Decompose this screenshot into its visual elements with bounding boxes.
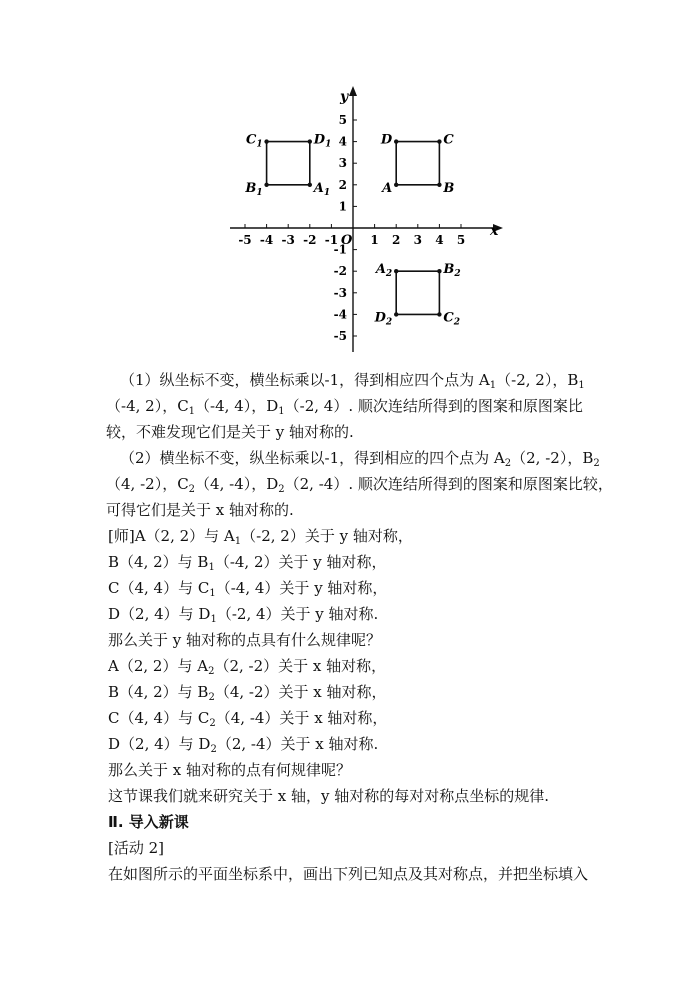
vertex-point <box>437 269 441 273</box>
square-lower-right <box>396 271 439 314</box>
y-tick-label: 1 <box>338 199 347 214</box>
activity-instruction: 在如图所示的平面坐标系中，画出下列已知点及其对称点，并把坐标填入 <box>108 865 589 883</box>
y-tick-label: -2 <box>333 264 347 279</box>
x-tick-label: -3 <box>281 233 295 247</box>
x-tick-label: 5 <box>456 233 466 247</box>
reflection-y-line-4: D（2, 4）与 $D_1(-2$, 4）关于 y 轴对称. <box>108 605 379 625</box>
reflection-x-line-3: C（4, 4）与 $C_2(4$, -4）关于 x 轴对称， <box>108 709 388 729</box>
vertex-label: C <box>443 132 454 148</box>
origin-label: O <box>341 233 353 248</box>
reflection-x-line-2: B（4, 2）与 $B_2(4$, -2）关于 x 轴对称， <box>108 683 387 703</box>
vertex-label: $C_1$ <box>245 132 263 150</box>
lesson-intro: 这节课我们就来研究关于 x 轴，y 轴对称的每对对称点坐标的规律. <box>108 787 550 805</box>
vertex-point <box>308 139 312 143</box>
paragraph-1-line-3: 较，不难发现它们是关于 y 轴对称的. <box>106 423 354 441</box>
vertex-label: $B_1$ <box>245 180 263 198</box>
activity-label: [活动 2] <box>108 839 165 857</box>
section-heading: Ⅱ. 导入新课 <box>108 813 189 831</box>
paragraph-1-line-1: （1）纵坐标不变，横坐标乘以-1，得到相应四个点为 $A_1(-2$, 2），$B_1$ <box>120 371 585 391</box>
question-y-axis: 那么关于 y 轴对称的点具有什么规律呢？ <box>108 631 382 649</box>
paragraph-2-line-1: （2）横坐标不变，纵坐标乘以-1，得到相应的四个点为 $A_2(2$, -2），$B_2$ <box>120 449 600 469</box>
vertex-label: D <box>380 132 393 148</box>
y-tick-label: 4 <box>338 134 347 149</box>
reflection-y-line-2: B（4, 2）与 $B_1(-4$, 2）关于 y 轴对称， <box>108 553 387 573</box>
coordinate-figure <box>225 86 510 361</box>
vertex-point <box>394 312 398 316</box>
vertex-label: $A_1$ <box>313 180 331 198</box>
y-tick-label: -5 <box>333 329 347 343</box>
x-tick-label: -5 <box>238 233 252 247</box>
vertex-point <box>264 139 268 143</box>
paragraph-1-line-2: （-4, 2），$C_1(-4$, 4），$D_1(-2$, 4）. 顺次连结所得到的图案和原图案比 <box>106 397 583 417</box>
question-x-axis: 那么关于 x 轴对称的点有何规律呢？ <box>108 761 351 779</box>
vertex-label: $D_2$ <box>374 310 393 328</box>
x-tick-label: 3 <box>413 233 422 247</box>
square-upper-left <box>267 142 310 185</box>
vertex-point <box>437 312 441 316</box>
vertex-point <box>437 183 441 187</box>
vertex-label: $B_2$ <box>443 262 461 280</box>
x-tick-label: 1 <box>370 233 379 247</box>
vertex-point <box>437 139 441 143</box>
vertex-point <box>394 139 398 143</box>
reflection-y-line-3: C（4, 4）与 $C_1(-4$, 4）关于 y 轴对称， <box>108 579 388 599</box>
reflection-y-line-1: [师]A（2, 2）与 $A_1(-2$, 2）关于 y 轴对称， <box>108 527 413 547</box>
paragraph-2-line-2: （4, -2），$C_2(4$, -4），$D_2(2$, -4）. 顺次连结所得到的图案和原图案比较， <box>106 475 613 495</box>
vertex-point <box>394 183 398 187</box>
x-tick-label: -4 <box>259 233 274 247</box>
vertex-point <box>264 183 268 187</box>
y-tick-label: -1 <box>333 242 347 257</box>
reflection-x-line-4: D（2, 4）与 $D_2(2$, -4）关于 x 轴对称. <box>108 735 379 755</box>
square-upper-right <box>396 142 439 185</box>
y-tick-label: -4 <box>333 307 347 322</box>
vertex-label: $D_1$ <box>313 132 332 150</box>
x-tick-label: 2 <box>392 233 401 247</box>
y-tick-label: 3 <box>338 156 347 171</box>
y-tick-label: 2 <box>338 177 347 192</box>
vertex-label: $A_2$ <box>375 262 393 280</box>
x-tick-label: -2 <box>303 233 317 247</box>
vertex-point <box>394 269 398 273</box>
vertex-point <box>308 183 312 187</box>
reflection-x-line-1: A（2, 2）与 $A_2(2$, -2）关于 x 轴对称， <box>108 657 387 677</box>
y-tick-label: 5 <box>338 113 347 127</box>
vertex-label: A <box>382 180 393 196</box>
y-axis-arrow-icon <box>349 86 357 96</box>
x-tick-label: 4 <box>435 233 444 247</box>
x-tick-label: -1 <box>324 233 339 247</box>
vertex-label: B <box>443 180 455 196</box>
x-axis-label: x <box>490 223 499 239</box>
vertex-label: $C_2$ <box>443 310 461 328</box>
y-tick-label: -3 <box>333 285 347 300</box>
paragraph-2-line-3: 可得它们是关于 x 轴对称的. <box>106 501 294 519</box>
y-axis-label: y <box>340 89 349 105</box>
